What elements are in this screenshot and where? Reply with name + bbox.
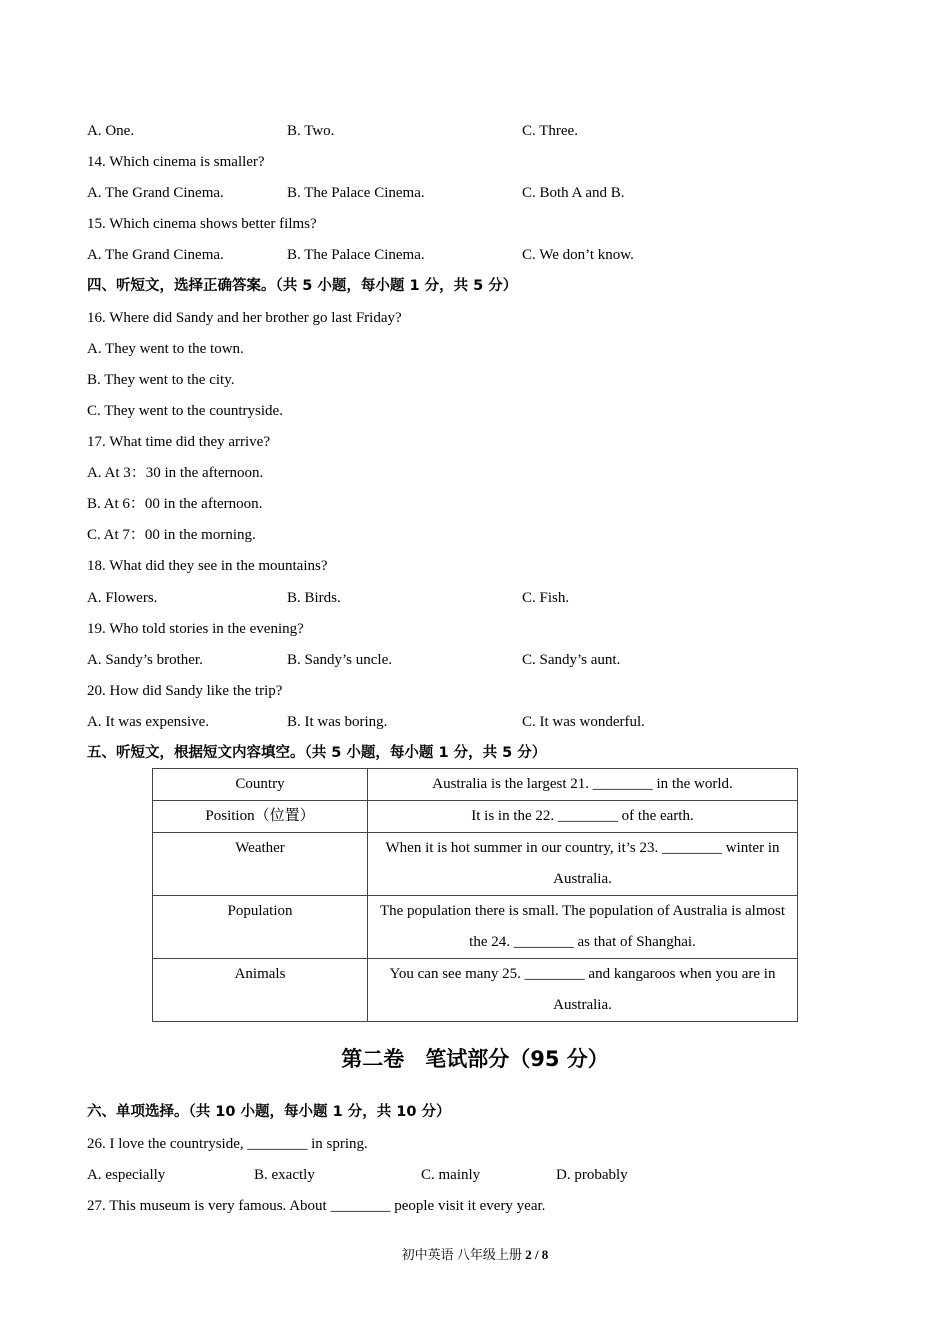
q26-option-c[interactable]: C. mainly xyxy=(421,1167,481,1183)
q18-option-b[interactable]: B. Birds. xyxy=(287,590,341,606)
q15-option-c[interactable]: C. We don’t know. xyxy=(522,247,634,263)
section4-heading: 四、听短文，选择正确答案。（共 5 小题，每小题 1 分，共 5 分） xyxy=(87,278,518,294)
q16-option-a[interactable]: A. They went to the town. xyxy=(87,341,244,357)
q16-option-c[interactable]: C. They went to the countryside. xyxy=(87,403,283,419)
q20-question: 20. How did Sandy like the trip? xyxy=(87,683,283,699)
table-key-cell: Animals xyxy=(153,959,368,1022)
q19-option-b[interactable]: B. Sandy’s uncle. xyxy=(287,652,392,668)
q18-question: 18. What did they see in the mountains? xyxy=(87,558,328,574)
q14-option-c[interactable]: C. Both A and B. xyxy=(522,185,625,201)
fill-in-table xyxy=(152,768,798,1022)
q13-option-b[interactable]: B. Two. xyxy=(287,123,335,139)
q19-question: 19. Who told stories in the evening? xyxy=(87,621,304,637)
q15-option-b[interactable]: B. The Palace Cinema. xyxy=(287,247,425,263)
q13-option-a[interactable]: A. One. xyxy=(87,123,135,139)
q15-option-a[interactable]: A. The Grand Cinema. xyxy=(87,247,224,263)
q18-option-c[interactable]: C. Fish. xyxy=(522,590,570,606)
q26-question: 26. I love the countryside, ________ in spring. xyxy=(87,1136,368,1152)
table-value-cell: Australia is the largest 21. ________ in the world. xyxy=(368,769,798,801)
footer-subject: 初中英语 八年级上册 xyxy=(401,1247,522,1262)
table-key-cell: Population xyxy=(153,896,368,959)
table-row xyxy=(153,769,798,801)
section5-heading: 五、听短文，根据短文内容填空。（共 5 小题，每小题 1 分，共 5 分） xyxy=(87,745,547,761)
table-row xyxy=(153,801,798,833)
q13-option-c[interactable]: C. Three. xyxy=(522,123,578,139)
q16-question: 16. Where did Sandy and her brother go last Friday? xyxy=(87,310,402,326)
q16-option-b[interactable]: B. They went to the city. xyxy=(87,372,235,388)
table-row xyxy=(153,833,798,896)
table-value-cell: You can see many 25. ________ and kangaroos when you are in Australia. xyxy=(368,959,798,1022)
footer-page-number: 2 / 8 xyxy=(525,1247,549,1262)
part2-title: 第二卷 笔试部分（95 分） xyxy=(341,1047,609,1071)
q27-question: 27. This museum is very famous. About ________ people visit it every year. xyxy=(87,1198,546,1214)
q15-question: 15. Which cinema shows better films? xyxy=(87,216,317,232)
q26-option-b[interactable]: B. exactly xyxy=(254,1167,315,1183)
table-value-cell: The population there is small. The population of Australia is almost the 24. ________ as that of Shanghai. xyxy=(368,896,798,959)
table-key-cell: Weather xyxy=(153,833,368,896)
table-row xyxy=(153,896,798,959)
table-value-cell: When it is hot summer in our country, it’s 23. ________ winter in Australia. xyxy=(368,833,798,896)
q17-option-c[interactable]: C. At 7：00 in the morning. xyxy=(87,527,256,543)
page-footer xyxy=(0,1246,950,1264)
q17-option-a[interactable]: A. At 3：30 in the afternoon. xyxy=(87,465,264,481)
q26-option-a[interactable]: A. especially xyxy=(87,1167,166,1183)
table-key-cell: Position（位置） xyxy=(153,801,368,833)
q18-option-a[interactable]: A. Flowers. xyxy=(87,590,158,606)
q26-option-d[interactable]: D. probably xyxy=(556,1167,628,1183)
table-row xyxy=(153,959,798,1022)
q14-question: 14. Which cinema is smaller? xyxy=(87,154,265,170)
q19-option-c[interactable]: C. Sandy’s aunt. xyxy=(522,652,621,668)
table-key-cell: Country xyxy=(153,769,368,801)
q19-option-a[interactable]: A. Sandy’s brother. xyxy=(87,652,203,668)
section6-heading: 六、单项选择。（共 10 小题，每小题 1 分，共 10 分） xyxy=(87,1104,451,1120)
q20-option-c[interactable]: C. It was wonderful. xyxy=(522,714,645,730)
q14-option-a[interactable]: A. The Grand Cinema. xyxy=(87,185,224,201)
q20-option-a[interactable]: A. It was expensive. xyxy=(87,714,210,730)
q17-option-b[interactable]: B. At 6：00 in the afternoon. xyxy=(87,496,263,512)
table-value-cell: It is in the 22. ________ of the earth. xyxy=(368,801,798,833)
q14-option-b[interactable]: B. The Palace Cinema. xyxy=(287,185,425,201)
q20-option-b[interactable]: B. It was boring. xyxy=(287,714,388,730)
q17-question: 17. What time did they arrive? xyxy=(87,434,270,450)
